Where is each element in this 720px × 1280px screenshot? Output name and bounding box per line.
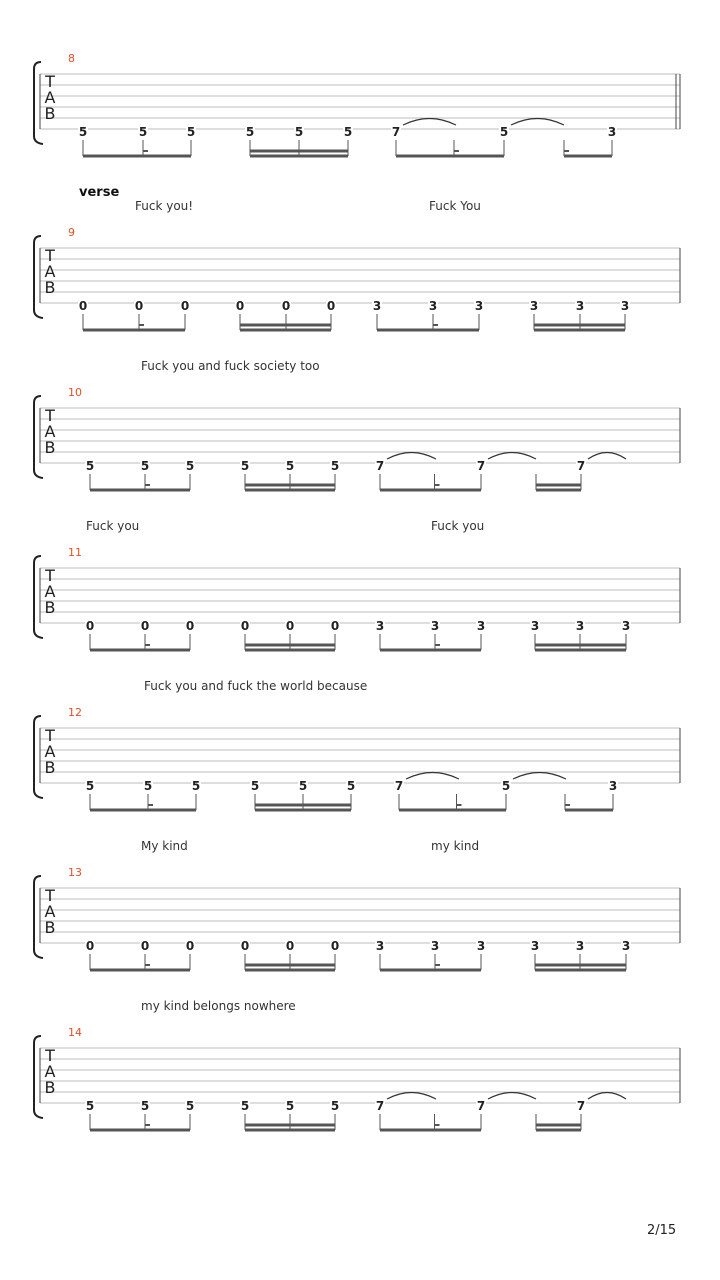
fret-number: 0 bbox=[85, 619, 95, 633]
fret-number: 0 bbox=[185, 619, 195, 633]
fret-number: 5 bbox=[298, 779, 308, 793]
fret-number: 5 bbox=[140, 1099, 150, 1113]
tab-clef-letter: T bbox=[45, 566, 55, 585]
beam-stub bbox=[454, 150, 459, 152]
fret-number: 5 bbox=[245, 125, 255, 139]
fret-number: 0 bbox=[330, 939, 340, 953]
fret-number: 5 bbox=[501, 779, 511, 793]
fret-number: 3 bbox=[372, 299, 382, 313]
beam-stub bbox=[433, 324, 438, 326]
tab-system-13 bbox=[34, 839, 680, 970]
fret-number: 3 bbox=[430, 939, 440, 953]
tie-arc bbox=[511, 119, 564, 126]
tab-clef-letter: B bbox=[44, 278, 56, 297]
tab-clef-letter: B bbox=[44, 758, 56, 777]
tie-arc bbox=[406, 773, 459, 780]
lyric-text: My kind bbox=[141, 839, 188, 853]
beam-stub bbox=[457, 804, 462, 806]
fret-number: 0 bbox=[235, 299, 245, 313]
fret-number: 0 bbox=[330, 619, 340, 633]
tab-system-14 bbox=[34, 999, 680, 1130]
beam-stub bbox=[145, 964, 150, 966]
fret-number: 3 bbox=[530, 939, 540, 953]
fret-number: 5 bbox=[285, 459, 295, 473]
fret-number: 5 bbox=[330, 1099, 340, 1113]
tab-clef-letter: B bbox=[44, 438, 56, 457]
fret-number: 7 bbox=[576, 1099, 586, 1113]
beam-stub bbox=[148, 804, 153, 806]
beam-stub bbox=[435, 484, 440, 486]
beam-stub bbox=[435, 1124, 440, 1126]
tab-system-9 bbox=[34, 199, 680, 330]
tie-arc bbox=[403, 119, 456, 126]
lyric-text: my kind belongs nowhere bbox=[141, 999, 296, 1013]
fret-number: 7 bbox=[375, 1099, 385, 1113]
beam-stub bbox=[139, 324, 144, 326]
beam-stub bbox=[435, 644, 440, 646]
lyric-text: Fuck you and fuck the world because bbox=[144, 679, 368, 693]
tab-clef-letter: B bbox=[44, 918, 56, 937]
tab-clef-letter: A bbox=[44, 742, 56, 761]
beam-stub bbox=[435, 964, 440, 966]
fret-number: 0 bbox=[285, 619, 295, 633]
fret-number: 5 bbox=[294, 125, 304, 139]
fret-number: 3 bbox=[530, 619, 540, 633]
fret-number: 3 bbox=[375, 619, 385, 633]
fret-number: 5 bbox=[185, 459, 195, 473]
tie-arc bbox=[588, 1093, 626, 1100]
tab-clef-letter: B bbox=[44, 598, 56, 617]
fret-number: 7 bbox=[391, 125, 401, 139]
fret-number: 3 bbox=[575, 939, 585, 953]
tab-clef-letter: B bbox=[44, 1078, 56, 1097]
fret-number: 3 bbox=[621, 939, 631, 953]
fret-number: 3 bbox=[476, 939, 486, 953]
fret-number: 3 bbox=[476, 619, 486, 633]
tie-arc bbox=[513, 773, 566, 780]
tab-system-11 bbox=[34, 519, 680, 650]
fret-number: 5 bbox=[85, 459, 95, 473]
measure-number: 14 bbox=[68, 1026, 82, 1039]
fret-number: 0 bbox=[180, 299, 190, 313]
fret-number: 3 bbox=[620, 299, 630, 313]
fret-number: 5 bbox=[346, 779, 356, 793]
measure-number: 11 bbox=[68, 546, 82, 559]
section-label: verse bbox=[79, 185, 120, 200]
fret-number: 0 bbox=[285, 939, 295, 953]
tab-clef-letter: A bbox=[44, 1062, 56, 1081]
fret-number: 3 bbox=[529, 299, 539, 313]
tab-system-12 bbox=[34, 679, 680, 810]
tie-arc bbox=[488, 453, 536, 460]
fret-number: 0 bbox=[140, 939, 150, 953]
tab-systems bbox=[34, 52, 680, 1130]
lyric-text: Fuck you bbox=[86, 519, 140, 533]
beam-stub bbox=[145, 1124, 150, 1126]
fret-number: 5 bbox=[185, 1099, 195, 1113]
measure-number: 9 bbox=[68, 226, 75, 239]
measure-number: 10 bbox=[68, 386, 82, 399]
fret-number: 3 bbox=[430, 619, 440, 633]
fret-number: 5 bbox=[85, 1099, 95, 1113]
tab-clef-letter: A bbox=[44, 902, 56, 921]
lyric-text: Fuck you and fuck society too bbox=[141, 359, 320, 373]
lyric-text: Fuck you! bbox=[135, 199, 194, 213]
page-number: 2/15 bbox=[647, 1223, 677, 1238]
tie-arc bbox=[588, 453, 626, 460]
tab-clef-letter: T bbox=[45, 886, 55, 905]
lyric-text: my kind bbox=[431, 839, 480, 853]
fret-number: 5 bbox=[240, 1099, 250, 1113]
fret-number: 5 bbox=[330, 459, 340, 473]
tab-clef-letter: T bbox=[45, 246, 55, 265]
fret-number: 5 bbox=[240, 459, 250, 473]
fret-number: 5 bbox=[285, 1099, 295, 1113]
beam-stub bbox=[143, 150, 148, 152]
fret-number: 3 bbox=[428, 299, 438, 313]
fret-number: 0 bbox=[281, 299, 291, 313]
tab-clef-letter: A bbox=[44, 582, 56, 601]
fret-number: 7 bbox=[375, 459, 385, 473]
fret-number: 3 bbox=[621, 619, 631, 633]
beam-stub bbox=[564, 150, 569, 152]
tie-arc bbox=[387, 453, 436, 460]
fret-number: 3 bbox=[607, 125, 617, 139]
fret-number: 0 bbox=[240, 619, 250, 633]
fret-number: 5 bbox=[186, 125, 196, 139]
fret-number: 0 bbox=[85, 939, 95, 953]
measure-number: 12 bbox=[68, 706, 82, 719]
fret-number: 0 bbox=[140, 619, 150, 633]
fret-number: 5 bbox=[250, 779, 260, 793]
lyric-text: Fuck you bbox=[431, 519, 485, 533]
beam-stub bbox=[145, 644, 150, 646]
fret-number: 0 bbox=[134, 299, 144, 313]
fret-number: 7 bbox=[394, 779, 404, 793]
fret-number: 5 bbox=[138, 125, 148, 139]
beam-stub bbox=[145, 484, 150, 486]
tab-clef-letter: A bbox=[44, 422, 56, 441]
tab-clef-letter: B bbox=[44, 104, 56, 123]
fret-number: 0 bbox=[240, 939, 250, 953]
measure-number: 13 bbox=[68, 866, 82, 879]
tab-clef-letter: A bbox=[44, 262, 56, 281]
fret-number: 5 bbox=[140, 459, 150, 473]
fret-number: 3 bbox=[575, 299, 585, 313]
tab-clef-letter: T bbox=[45, 1046, 55, 1065]
lyric-text: Fuck You bbox=[429, 199, 481, 213]
fret-number: 5 bbox=[499, 125, 509, 139]
tab-system-8 bbox=[34, 52, 680, 156]
fret-number: 5 bbox=[191, 779, 201, 793]
tab-clef-letter: A bbox=[44, 88, 56, 107]
beam-stub bbox=[565, 804, 570, 806]
tab-clef-letter: T bbox=[45, 406, 55, 425]
fret-number: 5 bbox=[85, 779, 95, 793]
tie-arc bbox=[387, 1093, 436, 1100]
fret-number: 7 bbox=[476, 1099, 486, 1113]
fret-number: 7 bbox=[476, 459, 486, 473]
tie-arc bbox=[488, 1093, 536, 1100]
fret-number: 0 bbox=[78, 299, 88, 313]
tab-clef-letter: T bbox=[45, 72, 55, 91]
fret-number: 3 bbox=[608, 779, 618, 793]
fret-number: 3 bbox=[375, 939, 385, 953]
fret-number: 5 bbox=[143, 779, 153, 793]
measure-number: 8 bbox=[68, 52, 75, 65]
fret-number: 3 bbox=[575, 619, 585, 633]
fret-number: 7 bbox=[576, 459, 586, 473]
fret-number: 0 bbox=[326, 299, 336, 313]
fret-number: 5 bbox=[78, 125, 88, 139]
fret-number: 0 bbox=[185, 939, 195, 953]
tab-system-10 bbox=[34, 359, 680, 490]
fret-number: 3 bbox=[474, 299, 484, 313]
tab-clef-letter: T bbox=[45, 726, 55, 745]
fret-number: 5 bbox=[343, 125, 353, 139]
